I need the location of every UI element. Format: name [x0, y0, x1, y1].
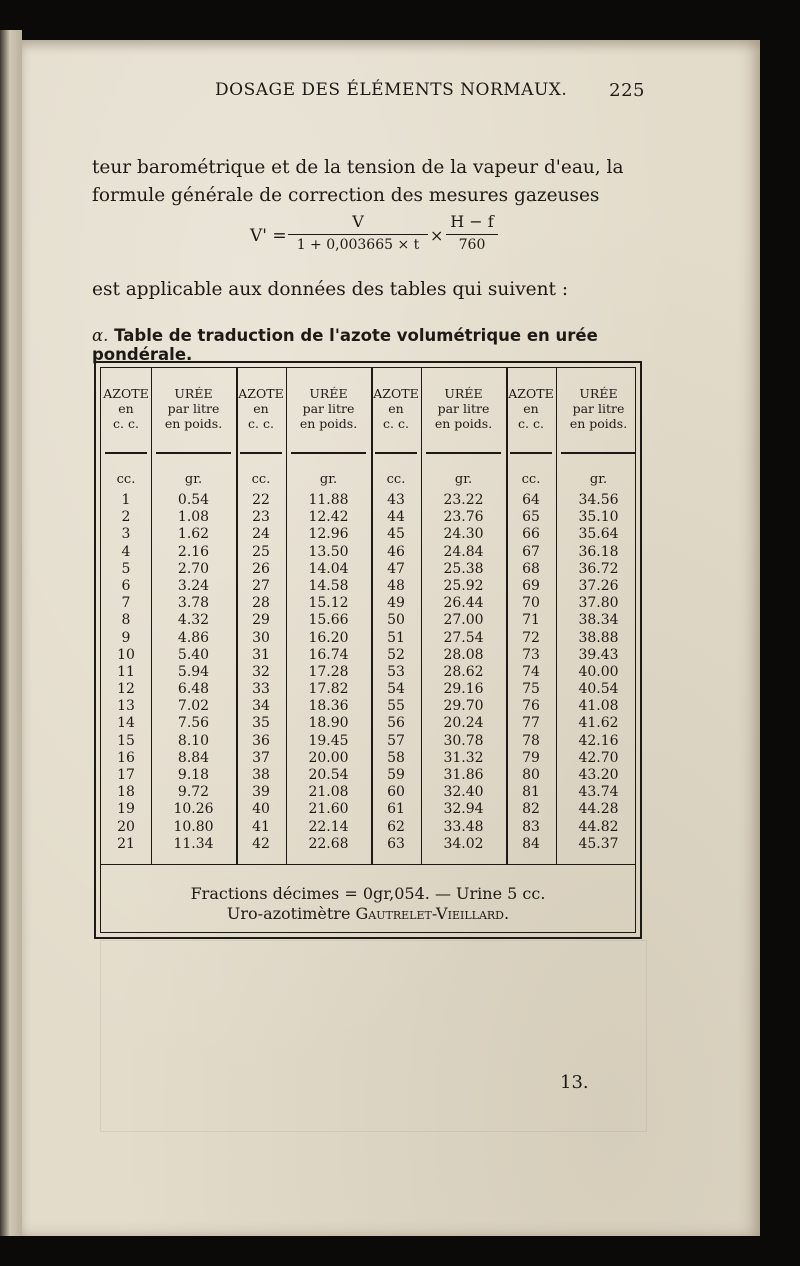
uree-column [556, 492, 641, 853]
uree-cell: 7.02 [177, 698, 210, 715]
uree-cell: 37.80 [578, 595, 619, 612]
azote-cell: 42 [252, 835, 270, 852]
azote-cell: 18 [117, 784, 135, 801]
header-azote [506, 386, 556, 431]
uree-cell: 21.08 [308, 784, 349, 801]
unit-azote: cc. [251, 472, 271, 487]
azote-cell: 56 [387, 715, 405, 732]
paragraph-2: est applicable aux données des tables qui suivent : [92, 279, 569, 300]
uree-cell: 28.62 [443, 663, 484, 680]
header-azote-line: AZOTE [238, 386, 284, 401]
table-inner-frame [100, 367, 636, 933]
unit-uree: gr. [319, 472, 338, 487]
header-uree-line: en poids. [569, 416, 628, 431]
uree-cell: 16.20 [308, 629, 349, 646]
uree-cell: 11.34 [173, 835, 214, 852]
formula-times: × [430, 226, 444, 245]
unit-uree: gr. [454, 472, 473, 487]
uree-cell: 14.04 [308, 560, 349, 577]
azote-cell: 14 [117, 715, 135, 732]
azote-cell: 41 [252, 818, 270, 835]
azote-cell: 51 [387, 629, 405, 646]
uree-cell: 34.02 [443, 835, 484, 852]
azote-cell: 3 [121, 526, 131, 543]
uree-cell: 38.34 [578, 612, 619, 629]
header-azote-line: en [253, 401, 269, 416]
header-uree-line: par litre [302, 401, 355, 416]
azote-cell: 8 [121, 612, 131, 629]
azote-cell: 13 [117, 698, 135, 715]
azote-cell: 19 [117, 801, 135, 818]
uree-cell: 23.76 [443, 509, 484, 526]
uree-cell: 22.14 [308, 818, 349, 835]
header-azote-line: AZOTE [103, 386, 149, 401]
azote-cell: 79 [522, 749, 540, 766]
header-azote [101, 386, 151, 431]
uree-cell: 5.40 [177, 646, 210, 663]
header-rule [291, 452, 366, 454]
unit-azote: cc. [386, 472, 406, 487]
uree-cell: 18.90 [308, 715, 349, 732]
azote-cell: 81 [522, 784, 540, 801]
azote-cell: 54 [387, 681, 405, 698]
header-azote-line: en [118, 401, 134, 416]
uree-cell: 8.10 [177, 732, 210, 749]
uree-cell: 40.00 [578, 663, 619, 680]
uree-cell: 33.48 [443, 818, 484, 835]
azote-cell: 68 [522, 560, 540, 577]
azote-cell: 66 [522, 526, 540, 543]
header-azote [371, 386, 421, 431]
uree-cell: 31.32 [443, 749, 484, 766]
azote-cell: 49 [387, 595, 405, 612]
uree-column [286, 492, 371, 853]
header-azote-line: AZOTE [373, 386, 419, 401]
uree-cell: 3.24 [177, 577, 210, 594]
header-uree-line: URÉE [444, 386, 483, 401]
uree-cell: 25.92 [443, 577, 484, 594]
uree-cell: 12.42 [308, 509, 349, 526]
header-azote-line: c. c. [383, 416, 409, 431]
azote-cell: 67 [522, 543, 540, 560]
uree-cell: 43.20 [578, 767, 619, 783]
azote-cell: 10 [117, 646, 135, 663]
uree-cell: 45.37 [578, 835, 619, 852]
azote-cell: 48 [387, 577, 405, 594]
uree-cell: 12.96 [308, 526, 349, 543]
azote-cell: 22 [252, 492, 270, 508]
footnote-instrument-name: Gautrelet-Vieillard. [355, 904, 510, 923]
uree-cell: 16.74 [308, 646, 349, 663]
uree-cell: 39.43 [578, 646, 619, 663]
uree-cell: 41.62 [578, 715, 619, 732]
uree-cell: 43.74 [578, 784, 619, 801]
table-title-prefix: α. [92, 326, 109, 345]
header-uree [421, 386, 506, 431]
header-rule [105, 452, 147, 454]
uree-cell: 5.94 [177, 663, 210, 680]
uree-cell: 20.24 [443, 715, 484, 732]
uree-cell: 10.80 [173, 818, 214, 835]
header-azote-line: AZOTE [508, 386, 554, 401]
header-rule [240, 452, 282, 454]
running-head [100, 76, 645, 106]
table-footer-rule [101, 864, 635, 865]
azote-cell: 24 [252, 526, 270, 543]
azote-cell: 55 [387, 698, 405, 715]
unit-azote: cc. [521, 472, 541, 487]
table-footnote [101, 884, 635, 924]
uree-cell: 24.30 [443, 526, 484, 543]
uree-cell: 26.44 [443, 595, 484, 612]
header-azote-line: en [388, 401, 404, 416]
formula-fraction-2 [446, 212, 498, 253]
azote-cell: 63 [387, 835, 405, 852]
uree-cell: 34.56 [578, 492, 619, 508]
azote-cell: 1 [121, 492, 131, 508]
uree-cell: 9.72 [177, 784, 210, 801]
uree-cell: 40.54 [578, 681, 619, 698]
uree-cell: 15.12 [308, 595, 349, 612]
uree-cell: 7.56 [177, 715, 210, 732]
header-rule [426, 452, 501, 454]
azote-cell: 4 [121, 543, 131, 560]
azote-cell: 57 [387, 732, 405, 749]
header-uree-line: URÉE [309, 386, 348, 401]
azote-cell: 53 [387, 663, 405, 680]
formula-denominator-1: 1 + 0,003665 × t [296, 237, 420, 253]
uree-cell: 23.22 [443, 492, 484, 508]
azote-cell: 7 [121, 595, 131, 612]
header-uree-line: URÉE [174, 386, 213, 401]
azote-cell: 47 [387, 560, 405, 577]
azote-column [236, 492, 286, 853]
azote-cell: 62 [387, 818, 405, 835]
azote-cell: 17 [117, 767, 135, 783]
uree-cell: 36.72 [578, 560, 619, 577]
azote-cell: 43 [387, 492, 405, 508]
formula-numerator-2: H − f [450, 212, 494, 231]
azote-cell: 38 [252, 767, 270, 783]
uree-cell: 15.66 [308, 612, 349, 629]
uree-cell: 30.78 [443, 732, 484, 749]
azote-cell: 76 [522, 698, 540, 715]
header-rule [375, 452, 417, 454]
azote-cell: 23 [252, 509, 270, 526]
formula-lhs: V' = [250, 226, 287, 246]
uree-cell: 21.60 [308, 801, 349, 818]
header-azote-line: c. c. [518, 416, 544, 431]
uree-cell: 8.84 [177, 749, 210, 766]
uree-cell: 1.62 [177, 526, 210, 543]
header-azote-line: c. c. [113, 416, 139, 431]
azote-cell: 37 [252, 749, 270, 766]
header-rule [156, 452, 231, 454]
page-number: 225 [609, 80, 645, 101]
unit-uree: gr. [589, 472, 608, 487]
uree-cell: 0.54 [177, 492, 210, 508]
uree-cell: 22.68 [308, 835, 349, 852]
header-uree [286, 386, 371, 431]
formula-numerator-1: V [352, 212, 364, 231]
azote-cell: 31 [252, 646, 270, 663]
azote-cell: 29 [252, 612, 270, 629]
fraction-bar [446, 234, 498, 235]
azote-cell: 46 [387, 543, 405, 560]
header-uree-line: en poids. [299, 416, 358, 431]
formula-fraction-1 [288, 212, 428, 253]
uree-cell: 29.70 [443, 698, 484, 715]
azote-cell: 20 [117, 818, 135, 835]
azote-cell: 35 [252, 715, 270, 732]
book-page-edge [0, 30, 22, 1236]
azote-cell: 72 [522, 629, 540, 646]
azote-cell: 26 [252, 560, 270, 577]
uree-cell: 4.32 [177, 612, 210, 629]
azote-cell: 12 [117, 681, 135, 698]
uree-column [151, 492, 236, 853]
header-uree [151, 386, 236, 431]
azote-cell: 21 [117, 835, 135, 852]
unit-azote: cc. [116, 472, 136, 487]
signature-mark: 13. [560, 1072, 589, 1093]
azote-cell: 71 [522, 612, 540, 629]
azote-cell: 34 [252, 698, 270, 715]
uree-cell: 17.82 [308, 681, 349, 698]
azote-cell: 40 [252, 801, 270, 818]
uree-cell: 14.58 [308, 577, 349, 594]
uree-cell: 18.36 [308, 698, 349, 715]
azote-cell: 70 [522, 595, 540, 612]
header-uree-line: URÉE [579, 386, 618, 401]
uree-cell: 41.08 [578, 698, 619, 715]
header-rule [510, 452, 552, 454]
uree-cell: 36.18 [578, 543, 619, 560]
uree-cell: 35.10 [578, 509, 619, 526]
paragraph-1: teur barométrique et de la tension de la vapeur d'eau, la formule générale de correction des mesures gazeuses [92, 157, 624, 206]
azote-cell: 69 [522, 577, 540, 594]
azote-cell: 61 [387, 801, 405, 818]
header-azote-line: c. c. [248, 416, 274, 431]
table-title-text: Table de traduction de l'azote volumétrique en urée pondérale. [92, 326, 598, 364]
uree-cell: 24.84 [443, 543, 484, 560]
uree-cell: 32.94 [443, 801, 484, 818]
conversion-table [94, 361, 642, 939]
uree-cell: 1.08 [177, 509, 210, 526]
azote-column [506, 492, 556, 853]
uree-cell: 10.26 [173, 801, 214, 818]
uree-cell: 20.00 [308, 749, 349, 766]
azote-cell: 64 [522, 492, 540, 508]
azote-cell: 77 [522, 715, 540, 732]
uree-cell: 6.48 [177, 681, 210, 698]
header-uree-line: par litre [167, 401, 220, 416]
header-uree-line: par litre [437, 401, 490, 416]
uree-cell: 9.18 [177, 767, 210, 783]
header-uree [556, 386, 641, 431]
uree-cell: 13.50 [308, 543, 349, 560]
uree-cell: 44.82 [578, 818, 619, 835]
unit-uree: gr. [184, 472, 203, 487]
uree-cell: 25.38 [443, 560, 484, 577]
azote-cell: 83 [522, 818, 540, 835]
azote-cell: 80 [522, 767, 540, 783]
azote-cell: 52 [387, 646, 405, 663]
azote-column [101, 492, 151, 853]
azote-column [371, 492, 421, 853]
uree-cell: 4.86 [177, 629, 210, 646]
uree-cell: 27.54 [443, 629, 484, 646]
table-title [92, 326, 652, 364]
uree-cell: 38.88 [578, 629, 619, 646]
uree-cell: 17.28 [308, 663, 349, 680]
uree-cell: 20.54 [308, 767, 349, 783]
azote-cell: 73 [522, 646, 540, 663]
footnote-line-1: Fractions décimes = 0gr,054. — Urine 5 cc. [190, 884, 546, 903]
azote-cell: 75 [522, 681, 540, 698]
azote-cell: 6 [121, 577, 131, 594]
uree-cell: 19.45 [308, 732, 349, 749]
header-uree-line: par litre [572, 401, 625, 416]
azote-cell: 39 [252, 784, 270, 801]
azote-cell: 30 [252, 629, 270, 646]
uree-cell: 32.40 [443, 784, 484, 801]
uree-cell: 3.78 [177, 595, 210, 612]
footnote-line-2-prefix: Uro-azotimètre [226, 904, 356, 923]
azote-cell: 27 [252, 577, 270, 594]
azote-cell: 82 [522, 801, 540, 818]
header-uree-line: en poids. [434, 416, 493, 431]
footnote-line-2 [101, 904, 635, 924]
azote-cell: 60 [387, 784, 405, 801]
azote-cell: 5 [121, 560, 131, 577]
azote-cell: 28 [252, 595, 270, 612]
header-azote-line: en [523, 401, 539, 416]
uree-cell: 2.70 [177, 560, 210, 577]
uree-column [421, 492, 506, 853]
azote-cell: 25 [252, 543, 270, 560]
uree-cell: 29.16 [443, 681, 484, 698]
azote-cell: 9 [121, 629, 131, 646]
azote-cell: 84 [522, 835, 540, 852]
uree-cell: 27.00 [443, 612, 484, 629]
azote-cell: 32 [252, 663, 270, 680]
uree-cell: 31.86 [443, 767, 484, 783]
azote-cell: 74 [522, 663, 540, 680]
uree-cell: 28.08 [443, 646, 484, 663]
uree-cell: 44.28 [578, 801, 619, 818]
azote-cell: 2 [121, 509, 131, 526]
azote-cell: 36 [252, 732, 270, 749]
uree-cell: 42.70 [578, 749, 619, 766]
azote-cell: 58 [387, 749, 405, 766]
azote-cell: 45 [387, 526, 405, 543]
azote-cell: 15 [117, 732, 135, 749]
uree-cell: 37.26 [578, 577, 619, 594]
fraction-bar [288, 234, 428, 235]
header-azote [236, 386, 286, 431]
azote-cell: 16 [117, 749, 135, 766]
azote-cell: 11 [117, 663, 135, 680]
header-uree-line: en poids. [164, 416, 223, 431]
azote-cell: 50 [387, 612, 405, 629]
header-rule [561, 452, 636, 454]
running-title: DOSAGE DES ÉLÉMENTS NORMAUX. [215, 80, 568, 100]
uree-cell: 42.16 [578, 732, 619, 749]
uree-cell: 11.88 [308, 492, 349, 508]
azote-cell: 59 [387, 767, 405, 783]
correction-formula [250, 212, 510, 262]
uree-cell: 35.64 [578, 526, 619, 543]
azote-cell: 33 [252, 681, 270, 698]
formula-denominator-2: 760 [458, 237, 486, 253]
azote-cell: 44 [387, 509, 405, 526]
uree-cell: 2.16 [177, 543, 210, 560]
azote-cell: 78 [522, 732, 540, 749]
azote-cell: 65 [522, 509, 540, 526]
